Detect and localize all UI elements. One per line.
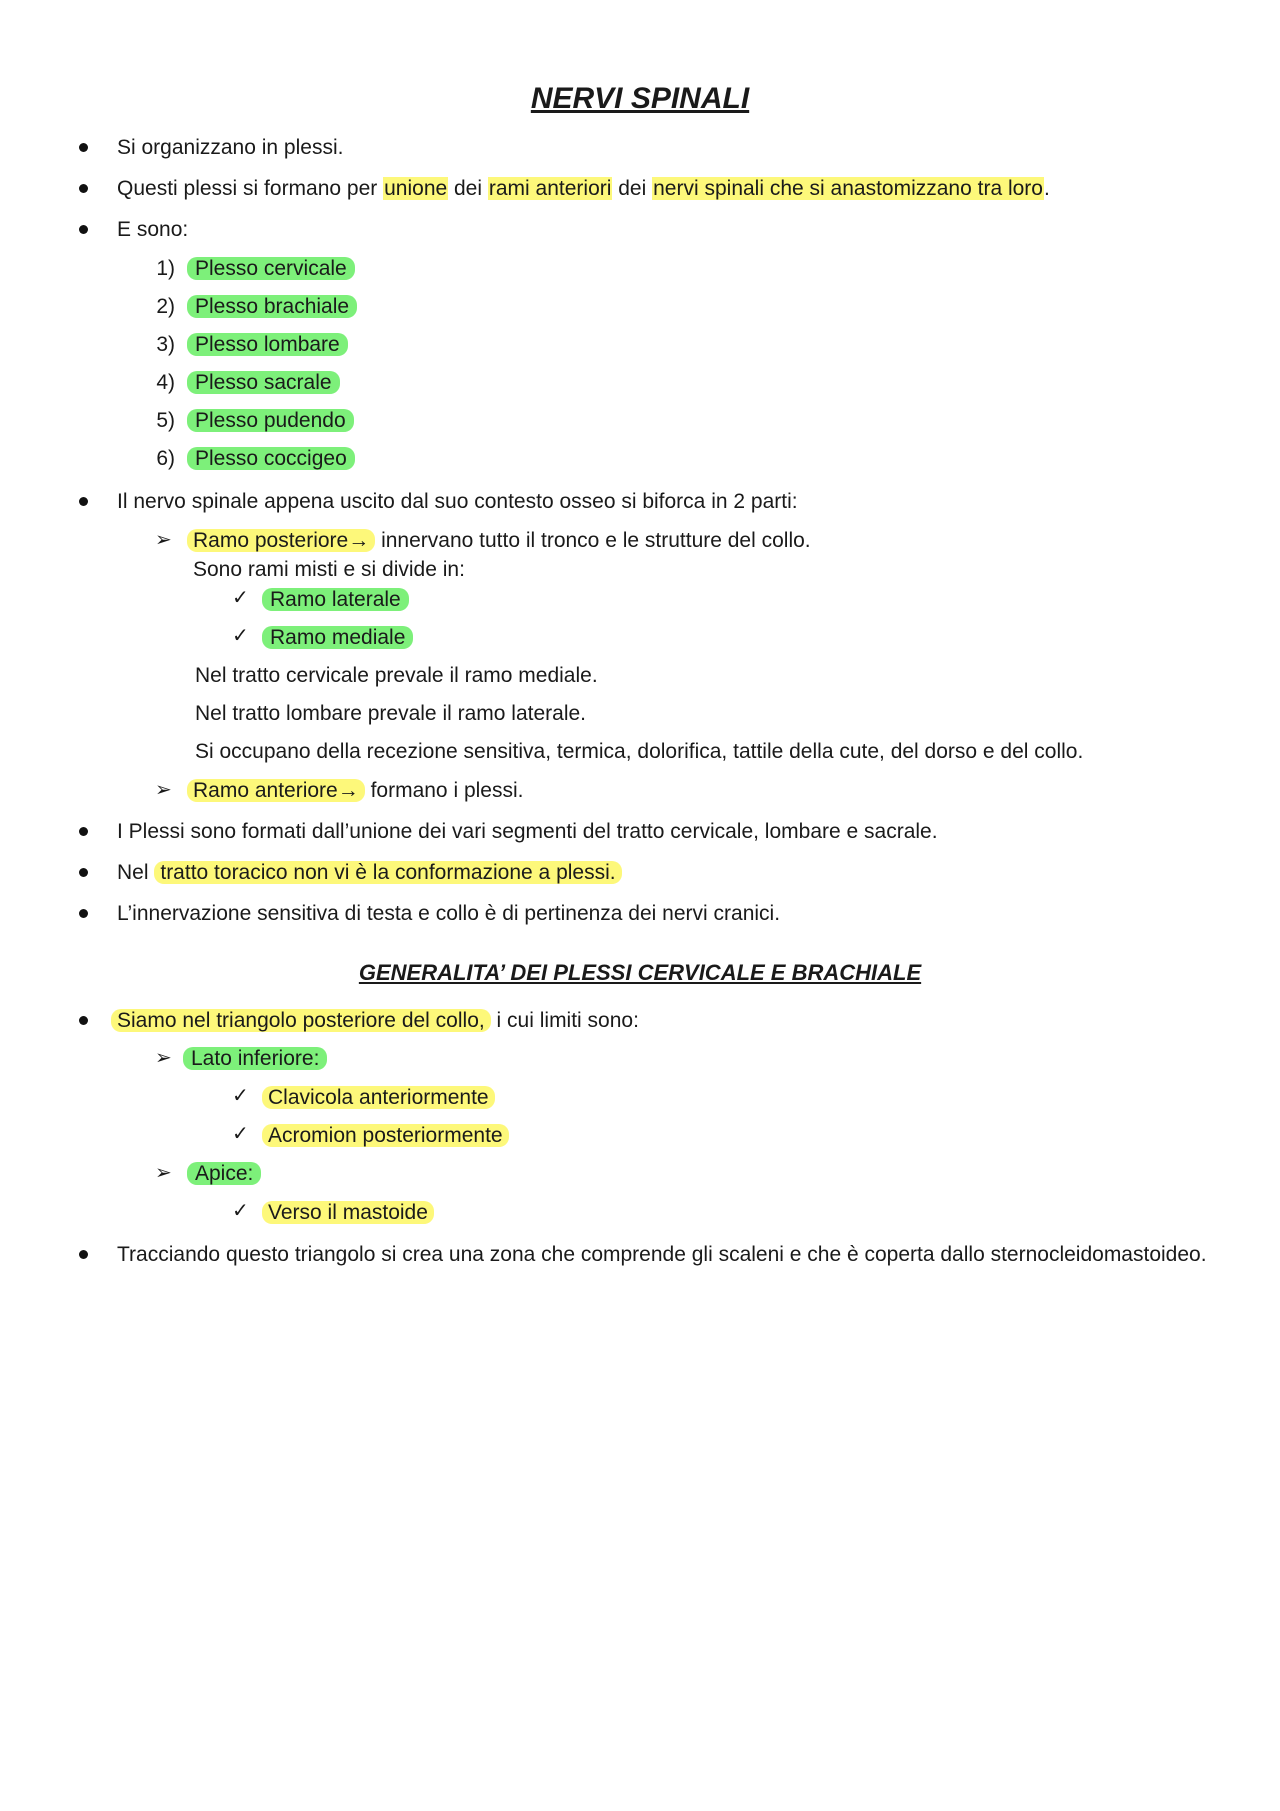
sub-sub-item <box>262 1200 434 1226</box>
bullet-text: Il nervo spinale appena uscito dal suo contesto osseo si biforca in 2 parti: <box>117 490 798 513</box>
text-segment: . <box>1043 177 1050 200</box>
bullet-icon <box>79 868 88 877</box>
highlight-segment: Ramo laterale <box>262 588 409 611</box>
check-icon: ✓ <box>232 1200 249 1222</box>
bullet-icon <box>79 225 88 234</box>
arrow-bullet-icon: ➢ <box>155 1162 172 1184</box>
highlight-segment: tratto toracico non vi è la conformazione a plessi. <box>154 861 621 884</box>
text-segment: i cui limiti sono: <box>490 1009 639 1032</box>
bullet-text: I Plessi sono formati dall’unione dei vari segmenti del tratto cervicale, lombare e sacrale. <box>117 820 938 843</box>
bullet-text <box>117 176 1050 202</box>
sub-item <box>187 1161 261 1187</box>
bullet-icon <box>79 827 88 836</box>
list-item <box>187 294 357 320</box>
bullet-icon <box>79 143 88 152</box>
bullet-text <box>111 1008 639 1034</box>
check-icon: ✓ <box>232 587 249 609</box>
highlight-segment: Acromion posteriormente <box>262 1124 509 1147</box>
text-segment: Nel <box>117 861 155 884</box>
highlight-segment: Plesso pudendo <box>187 409 354 432</box>
bullet-icon <box>79 1250 88 1259</box>
sub-item <box>187 778 523 804</box>
text-segment: dei <box>448 177 488 200</box>
check-icon: ✓ <box>232 625 249 647</box>
note-text: Si occupano della recezione sensitiva, termica, dolorifica, tattile della cute, del dorso e del collo. <box>195 740 1084 763</box>
highlight-segment: Ramo posteriore→ <box>187 529 375 552</box>
note-text: Nel tratto cervicale prevale il ramo mediale. <box>195 664 598 687</box>
sub-item <box>187 528 811 554</box>
list-number: 5) <box>156 409 175 432</box>
highlight-segment: Ramo anteriore→ <box>187 779 365 802</box>
highlight-segment: Lato inferiore: <box>183 1047 327 1070</box>
list-item <box>187 408 354 434</box>
highlight-segment: rami anteriori <box>488 177 612 200</box>
bullet-icon <box>79 909 88 918</box>
highlight-segment: Plesso coccigeo <box>187 447 355 470</box>
arrow-bullet-icon: ➢ <box>155 529 172 551</box>
section-title: GENERALITA’ DEI PLESSI CERVICALE E BRACHIALE <box>358 960 922 985</box>
sub-sub-item <box>262 1123 509 1149</box>
highlight-segment: Apice: <box>187 1162 261 1185</box>
sub-sub-item <box>262 587 409 613</box>
highlight-segment: Plesso sacrale <box>187 371 340 394</box>
highlight-segment: Plesso lombare <box>187 333 348 356</box>
page-title: NERVI SPINALI <box>530 82 750 115</box>
list-number: 3) <box>156 333 175 356</box>
list-number: 2) <box>156 295 175 318</box>
sub-sub-item <box>262 1085 495 1111</box>
highlight-segment: nervi spinali che si anastomizzano tra loro <box>653 177 1043 200</box>
highlight-segment: Ramo mediale <box>262 626 413 649</box>
bullet-icon <box>79 497 88 506</box>
sub-item-text: Sono rami misti e si divide in: <box>193 558 465 581</box>
list-number: 4) <box>156 371 175 394</box>
bullet-text <box>117 860 622 886</box>
list-item <box>187 370 340 396</box>
check-icon: ✓ <box>232 1123 249 1145</box>
bullet-text: Si organizzano in plessi. <box>117 136 344 159</box>
sub-sub-item <box>262 625 413 651</box>
highlight-segment: Verso il mastoide <box>262 1201 434 1224</box>
bullet-icon <box>79 184 88 193</box>
text-segment: dei <box>612 177 653 200</box>
bullet-text: Tracciando questo triangolo si crea una zona che comprende gli scaleni e che è coperta dallo sternocleidomastoideo. <box>117 1243 1207 1266</box>
note-text: Nel tratto lombare prevale il ramo laterale. <box>195 702 587 725</box>
list-item <box>187 446 355 472</box>
list-number: 1) <box>156 257 175 280</box>
highlight-segment: Siamo nel triangolo posteriore del collo, <box>111 1009 491 1032</box>
list-item <box>187 332 348 358</box>
text-segment: innervano tutto il tronco e le strutture del collo. <box>375 529 811 552</box>
bullet-icon <box>79 1016 88 1025</box>
arrow-bullet-icon: ➢ <box>155 1047 172 1069</box>
highlight-segment: Plesso cervicale <box>187 257 355 280</box>
highlight-segment: Clavicola anteriormente <box>262 1086 495 1109</box>
list-number: 6) <box>156 447 175 470</box>
list-item <box>187 256 355 282</box>
bullet-text: E sono: <box>117 218 189 241</box>
bullet-text: L’innervazione sensitiva di testa e collo è di pertinenza dei nervi cranici. <box>117 902 781 925</box>
text-segment: formano i plessi. <box>364 779 524 802</box>
highlight-segment: Plesso brachiale <box>187 295 357 318</box>
arrow-bullet-icon: ➢ <box>155 779 172 801</box>
highlight-segment: unione <box>384 177 448 200</box>
text-segment: Questi plessi si formano per <box>117 177 384 200</box>
sub-item <box>183 1046 327 1072</box>
check-icon: ✓ <box>232 1085 249 1107</box>
